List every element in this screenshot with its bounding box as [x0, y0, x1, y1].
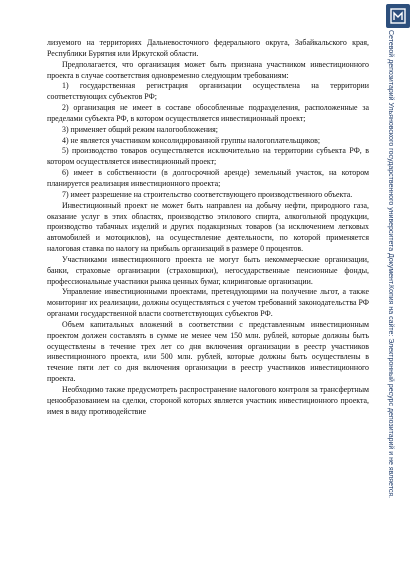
paragraph: Управление инвестиционными проектами, претендующими на получение льгот, а также мониторинг их реализации, должны осуществляться с учетом требований законодательства РФ органами государственной власти соответствующих субъектов РФ. [47, 287, 369, 319]
paragraph: 7) имеет разрешение на строительство соответствующего производственного объекта. [62, 189, 353, 199]
paragraph: 3) применяет общий режим налогообложения; [62, 124, 218, 134]
sidebar-line: Копия на сайте: Электронный ресурс депозитарий и не является. [387, 285, 394, 499]
paragraph: 1) государственная регистрация организации осуществлена на территории соответствующих субъектов РФ; [47, 81, 369, 102]
repository-watermark-text [385, 30, 409, 499]
paragraph: Объем капитальных вложений в соответствии с представленным инвестиционным проектом должен составлять в сумме не менее чем 150 млн. рублей, которые должны быть осуществлены в течение трех лет со дня включения организации в реестр участников инвестиционного проекта, или 500 млн. рублей, которые должны быть осуществлены в течение пяти лет со дня включения организации в реестр участников инвестиционного проекта. [47, 319, 369, 384]
repository-sidebar [383, 0, 413, 585]
paragraph: 2) организация не имеет в составе обособленные подразделения, расположенные за пределами субъекта РФ, в котором осуществляется инвестиционный проект; [47, 103, 369, 123]
sidebar-line: Сетевой депозитарий Ульяновского государственного университета Документ. [387, 30, 394, 286]
paragraph: 5) производство товаров осуществляется исключительно на территории субъекта РФ, в котором осуществляется инвестиционный проект; [47, 146, 369, 167]
paragraph: Инвестиционный проект не может быть направлен на добычу нефти, природного газа, оказание услуг в этих областях, производство этилового спирта, алкогольной продукции, производство табачных изделий и других подакцизных товаров (за исключением легковых автомобилей и мотоциклов), на осуществление деятельности, по которой применяется налоговая ставка по налогу на прибыль организаций в размере 0 процентов. [47, 200, 369, 254]
paragraph: Необходимо также предусмотреть распространение налогового контроля за трансфертным ценообразованием на сделки, стороной которых является участник инвестиционного проекта, имея в виду противодействие [47, 385, 369, 416]
paragraph: Предполагается, что организация может быть признана участником инвестиционного проекта в случае соответствия одновременно следующим требованиям: [47, 59, 369, 80]
document-page [47, 38, 369, 418]
paragraph: лизуемого на территориях Дальневосточного федерального округа, Забайкальского края, Республики Бурятия или Иркутской области. [47, 38, 369, 58]
paragraph: Участниками инвестиционного проекта не могут быть некоммерческие организации, банки, страховые организации (страховщики), негосударственные пенсионные фонды, профессиональные участники рынка ценных бумаг, клиринговые организации. [47, 254, 369, 286]
paragraph: 6) имеет в собственности (в долгосрочной аренде) земельный участок, на котором планируется реализация инвестиционного проекта; [47, 168, 369, 188]
paragraph: 4) не является участником консолидированной группы налогоплательщиков; [62, 135, 321, 145]
library-logo-icon [386, 4, 410, 28]
